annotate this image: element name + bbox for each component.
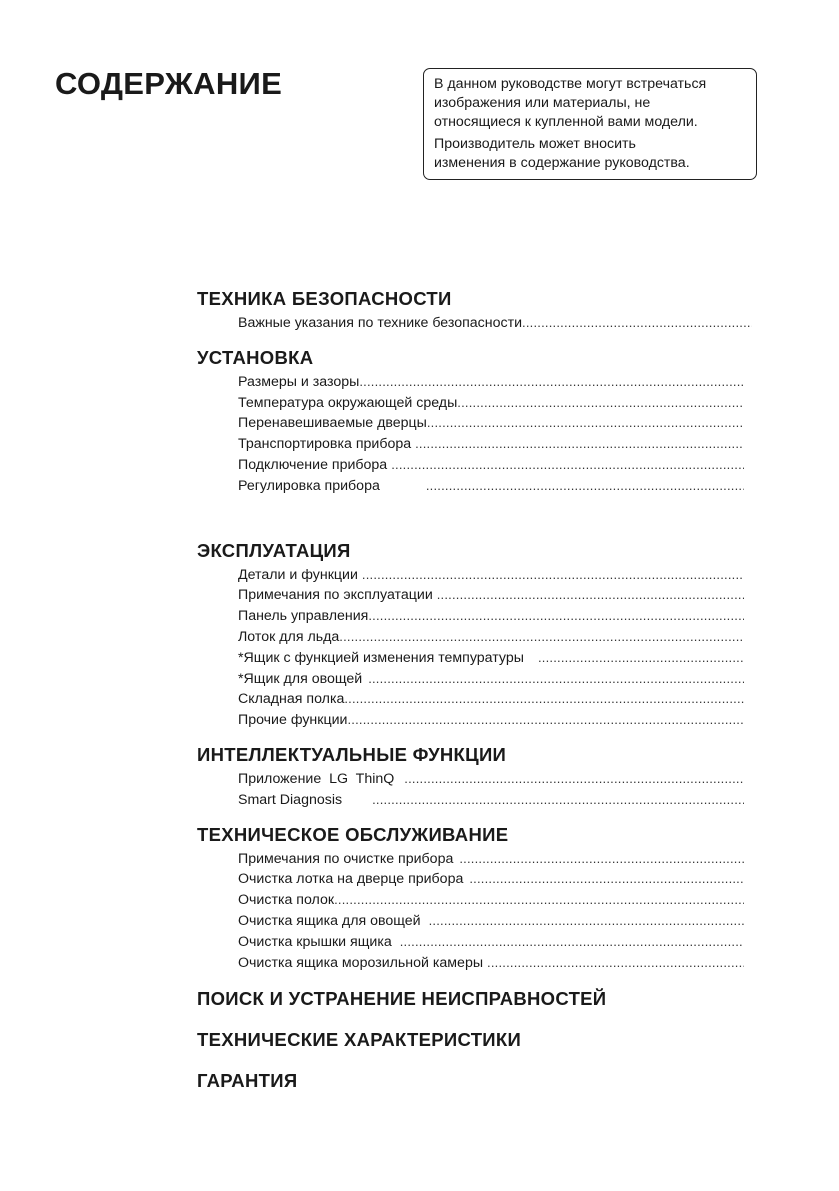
dot-leader (368, 669, 744, 690)
dot-leader (362, 565, 744, 586)
toc-item[interactable] (238, 648, 744, 669)
toc-item-label: Лоток для льда (238, 628, 340, 645)
toc-item-label: Очистка ящика морозильной камеры (238, 954, 484, 971)
dot-leader (372, 790, 744, 811)
toc-item[interactable] (238, 953, 744, 974)
toc-item[interactable] (238, 769, 744, 790)
notice-paragraph-2 (434, 135, 756, 173)
toc-section-specifications (197, 1028, 757, 1052)
section-heading[interactable]: ПОИСК И УСТРАНЕНИЕ НЕИСПРАВНОСТЕЙ (197, 988, 607, 1010)
section-heading[interactable]: УСТАНОВКА (197, 346, 314, 368)
toc-item-label: Складная полка (238, 691, 345, 708)
section-heading[interactable]: ИНТЕЛЛЕКТУАЛЬНЫЕ ФУНКЦИИ (197, 743, 507, 765)
toc-item[interactable] (238, 372, 744, 393)
toc-item-label: Размеры и зазоры (238, 373, 360, 390)
dot-leader (427, 413, 744, 434)
dot-leader (426, 476, 744, 497)
toc-item-label: Примечания по эксплуатации (238, 587, 433, 604)
toc-item-label: Перенавешиваемые дверцы (238, 415, 427, 432)
toc-item-label: Очистка ящика для овощей (238, 912, 421, 929)
toc-item[interactable] (238, 869, 744, 890)
toc-item-label: Температура окружающей среды (238, 394, 458, 411)
dot-leader (487, 953, 744, 974)
dot-leader (415, 434, 744, 455)
toc-item-label: Примечания по очистке прибора (238, 850, 454, 867)
dot-leader (400, 932, 744, 953)
toc-section-warranty (197, 1069, 757, 1093)
notice-line: В данном руководстве могут встречаться (434, 76, 707, 92)
toc-item-label: Важные указания по технике безопасности (238, 315, 523, 331)
dot-leader (359, 372, 744, 393)
dot-leader (457, 393, 744, 414)
toc-item[interactable] (238, 890, 744, 911)
toc-item-label: Очистка полок (238, 892, 335, 909)
toc-item[interactable] (238, 790, 744, 811)
toc-section-installation (197, 346, 757, 497)
toc-item-label: Детали и функции (238, 566, 358, 583)
notice-line: изменения в содержание руководства. (434, 155, 690, 171)
toc-item[interactable] (238, 669, 744, 690)
dot-leader (469, 869, 744, 890)
toc-item-label: Регулировка прибора (238, 477, 380, 494)
toc-item-label: *Ящик для овощей (238, 670, 363, 687)
toc-item-list (197, 769, 757, 811)
disclaimer-notice-box (423, 68, 757, 180)
dot-leader (538, 648, 744, 669)
dot-leader (459, 849, 744, 870)
dot-leader (391, 455, 744, 476)
toc-item-label: Очистка крышки ящика (238, 933, 392, 950)
toc-item[interactable] (238, 689, 744, 710)
toc-item-label: Панель управления (238, 608, 369, 625)
toc-item[interactable] (238, 627, 744, 648)
toc-item[interactable] (238, 606, 744, 627)
toc-item-label: Транспортировка прибора (238, 436, 412, 453)
toc-item[interactable] (238, 565, 744, 586)
dot-leader (334, 890, 744, 911)
dot-leader (368, 606, 744, 627)
dot-leader (344, 689, 744, 710)
table-of-contents (197, 287, 757, 1093)
notice-line: Производитель может вносить (434, 136, 636, 152)
dot-leader (404, 769, 744, 790)
toc-item[interactable] (238, 313, 752, 334)
toc-item-label: Прочие функции (238, 712, 348, 729)
toc-item[interactable] (238, 849, 744, 870)
section-heading[interactable]: ТЕХНИКА БЕЗОПАСНОСТИ (197, 288, 452, 309)
section-heading[interactable]: ТЕХНИЧЕСКИЕ ХАРАКТЕРИСТИКИ (197, 1029, 522, 1051)
toc-item-list (197, 565, 757, 731)
dot-leader (347, 710, 744, 731)
toc-item[interactable] (238, 393, 744, 414)
notice-line: изображения или материалы, не (434, 95, 651, 111)
toc-section-troubleshooting (197, 987, 757, 1011)
toc-item[interactable] (238, 434, 744, 455)
section-heading[interactable]: ЭКСПЛУАТАЦИЯ (197, 539, 351, 561)
toc-item-label: Очистка лотка на дверце прибора (238, 871, 464, 888)
toc-item-label: Подключение прибора (238, 456, 388, 473)
toc-item[interactable] (238, 476, 744, 497)
dot-leader (339, 627, 744, 648)
section-heading[interactable]: ГАРАНТИЯ (197, 1070, 298, 1092)
page-title: СОДЕРЖАНИЕ (55, 66, 283, 101)
toc-item-label: Приложение LG ThinQ (238, 770, 395, 787)
toc-item-list (197, 313, 757, 334)
dot-leader (522, 313, 752, 334)
section-heading[interactable]: ТЕХНИЧЕСКОЕ ОБСЛУЖИВАНИЕ (197, 823, 509, 845)
toc-item[interactable] (238, 932, 744, 953)
toc-item[interactable] (238, 710, 744, 731)
toc-item[interactable] (238, 413, 744, 434)
dot-leader (429, 911, 744, 932)
toc-section-maintenance (197, 823, 757, 974)
toc-item[interactable] (238, 585, 744, 606)
toc-section-operation (197, 539, 757, 731)
toc-item[interactable] (238, 911, 744, 932)
notice-line: относящиеся к купленной вами модели. (434, 114, 698, 130)
toc-item-list (197, 372, 757, 497)
toc-section-safety (197, 287, 757, 334)
toc-item-list (197, 849, 757, 974)
toc-section-smart-functions (197, 743, 757, 811)
dot-leader (437, 585, 744, 606)
toc-item[interactable] (238, 455, 744, 476)
toc-item-label: *Ящик с функцией изменения темпуратуры (238, 649, 524, 666)
notice-paragraph-1 (434, 75, 756, 132)
toc-item-label: Smart Diagnosis (238, 791, 343, 808)
